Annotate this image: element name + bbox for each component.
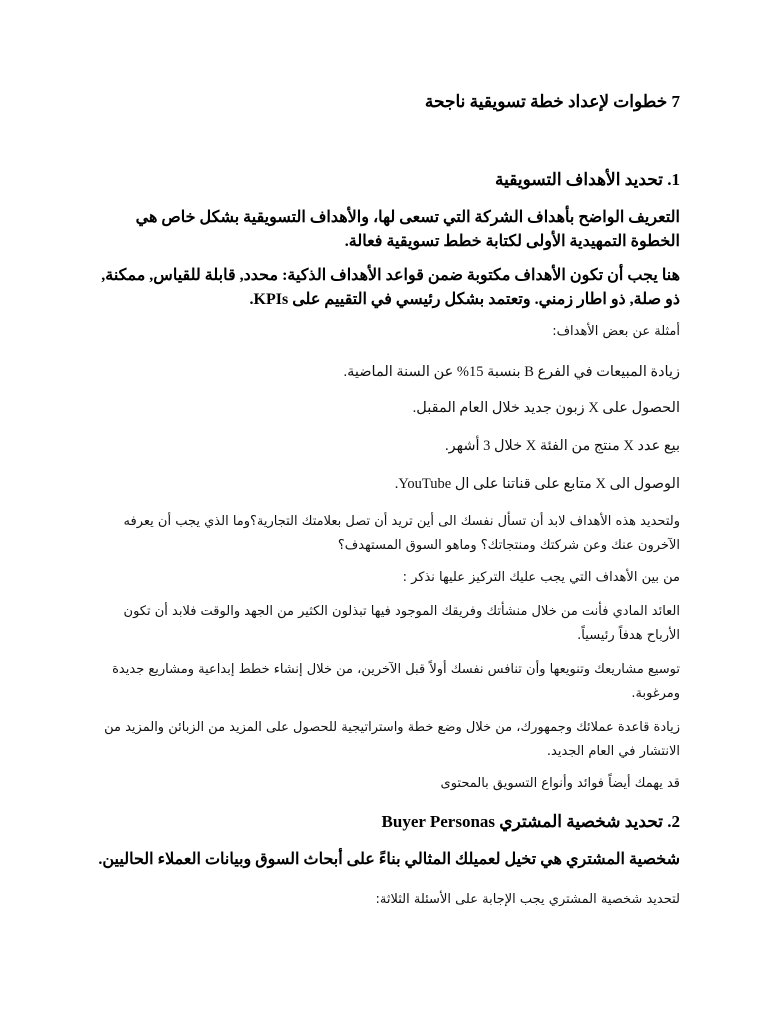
questions-paragraph: ولتحديد هذه الأهداف لابد أن تسأل نفسك الى أين تريد أن تصل بعلامتك التجارية؟وما الذي يجب أن يعرفه الآخرون عنك وعن شركتك ومنتجاتك؟ وماهو السوق المستهدف؟ bbox=[123, 514, 680, 553]
related-article-link[interactable]: قد يهمك أيضاً فوائد وأنواع التسويق بالمحتوى bbox=[440, 776, 680, 791]
buyer-persona-paragraph: شخصية المشتري هي تخيل لعميلك المثالي بناءً على أبحاث السوق وبيانات العملاء الحاليين. bbox=[98, 851, 680, 868]
focus-intro: من بين الأهداف التي يجب عليك التركيز عليها نذكر : bbox=[402, 570, 680, 585]
focus-item-1: العائد المادي فأنت من خلال منشأتك وفريقك الموجود فيها تبذلون الكثير من الجهد والوقت فلابد أن تكون الأرباح هدفاً رئيسياً. bbox=[123, 604, 680, 643]
example-item-1: زيادة المبيعات في الفرع B بنسبة 15% عن السنة الماضية. bbox=[343, 364, 680, 380]
example-item-3: بيع عدد X منتج من الفئة X خلال 3 أشهر. bbox=[445, 438, 680, 454]
document-title: 7 خطوات لإعداد خطة تسويقية ناجحة bbox=[424, 92, 680, 111]
focus-item-2: توسيع مشاريعك وتنويعها وأن تنافس نفسك أولاً قبل الآخرين، من خلال إنشاء خطط إبداعية ومشاريع جديدة ومرغوبة. bbox=[112, 662, 680, 701]
section-2-heading: 2. تحديد شخصية المشتري Buyer Personas bbox=[381, 812, 680, 831]
example-item-2: الحصول على X زبون جديد خلال العام المقبل. bbox=[412, 400, 680, 416]
example-item-4: الوصول الى X متابع على قناتنا على ال YouTube. bbox=[394, 476, 680, 492]
section-1-heading: 1. تحديد الأهداف التسويقية bbox=[495, 170, 680, 189]
focus-item-3: زيادة قاعدة عملائك وجمهورك، من خلال وضع خطة واستراتيجية للحصول على المزيد من الزبائن والمزيد من الانتشار في العام الجديد. bbox=[104, 720, 680, 759]
intro-paragraph: التعريف الواضح بأهداف الشركة التي تسعى لها، والأهداف التسويقية بشكل خاص هي الخطوة التمهيدية الأولى لكتابة خطط تسويقية فعالة. bbox=[135, 209, 680, 250]
document-page bbox=[90, 0, 680, 1024]
three-questions-paragraph: لتحديد شخصية المشتري يجب الإجابة على الأسئلة الثلاثة: bbox=[375, 892, 680, 907]
smart-goals-paragraph: هنا يجب أن تكون الأهداف مكتوبة ضمن قواعد الأهداف الذكية: محدد, قابلة للقياس, ممكنة, ذو صلة, ذو اطار زمني. وتعتمد بشكل رئيسي في التقييم على KPIs. bbox=[101, 267, 680, 308]
examples-intro: أمثلة عن بعض الأهداف: bbox=[552, 324, 680, 339]
